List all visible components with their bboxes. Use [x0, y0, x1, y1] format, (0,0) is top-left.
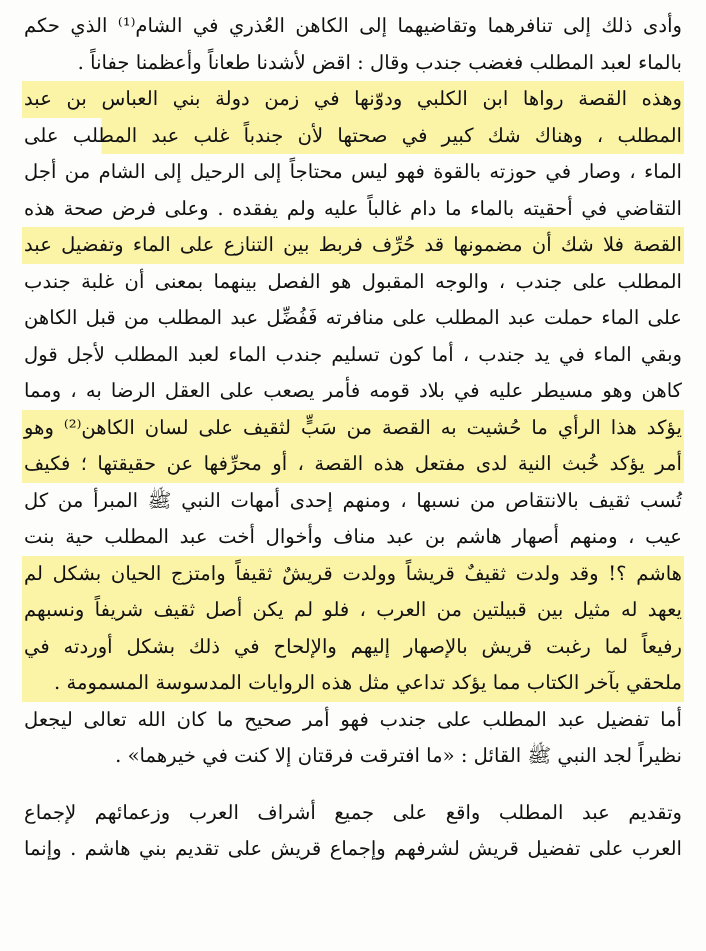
highlighted-line-16: هاشم ؟! وقد ولدت ثقيفٌ قريشاً وولدت قريشٌ ثقيفاً وامتزج الحيان بشكل لم: [22, 556, 684, 593]
text-line-23: العرب على تفضيل قريش لشرفهم وإجماع قريش على تقديم بني هاشم . وإنما: [24, 837, 682, 860]
text-line-14: تُسب ثقيف بالانتقاص من نسبها ، ومنهم إحدى أمهات النبي ﷺ المبرأ من كل: [24, 488, 682, 512]
text-line-5: الماء ، وصار في حوزته بالقوة فهو ليس محتاجاً إلى الرحيل إلى الشام من أجل: [24, 160, 682, 183]
paragraph-1: [22, 8, 684, 775]
highlighted-line-12: يؤكد هذا الرأي ما حُشيت به القصة من سَبٍّ لثقيف على لسان الكاهن⁽²⁾ وهو: [22, 410, 684, 447]
text-line-22: وتقديم عبد المطلب واقع على جميع أشراف العرب وزعمائهم لإجماع: [24, 800, 682, 824]
text-line-6: التقاضي في أحقيته بالماء ما دام غالباً عليه ولم يفقده . وعلى فرض صحة هذه: [24, 196, 682, 220]
text-line-8: المطلب على جندب ، والوجه المقبول هو الفصل بينهما بمعنى أن غلبة جندب: [24, 269, 682, 293]
text-line-2: بالماء لعبد المطلب فغضب جندب وقال : اقض لأشدنا طعاناً وأعظمنا جفاناً .: [77, 50, 682, 74]
highlighted-line-19: ملحقي بآخر الكتاب مما يؤكد تداعي مثل هذه الروايات المدسوسة المسمومة .: [22, 665, 684, 702]
highlighted-line-3: وهذه القصة رواها ابن الكلبي ودوّنها في زمن دولة بني العباس بن عبد: [22, 81, 684, 118]
text-line-1: وأدى ذلك إلى تنافرهما وتقاضيهما إلى الكاهن العُذري في الشام⁽¹⁾ الذي حكم: [24, 14, 682, 37]
text-line-21: نظيراً لجد النبي ﷺ القائل : «ما افترقت فرقتان إلا كنت في خيرهما» .: [115, 744, 682, 767]
text-line-20: أما تفضيل عبد المطلب على جندب فهو أمر صحيح ما كان الله تعالى ليجعل: [24, 707, 682, 731]
highlighted-line-7: القصة فلا شك أن مضمونها قد حُرِّف فربط بين التنازع على الماء وتفضيل عبد: [22, 227, 684, 264]
paragraph-2: [22, 795, 684, 868]
highlighted-line-17: يعهد له مثيل بين قبيلتين من العرب ، فلو لم يكن أصل ثقيف شريفاً ونسبهم: [22, 592, 684, 629]
text-line-11: كاهن وهو مسيطر عليه في بلاد قومه فأمر يصعب على العقل الرضا به ، ومما: [24, 379, 682, 402]
highlighted-line-18: رفيعاً لما رغبت قريش بالإصهار إليهم والإلحاح في ذلك بشكل أوردته في: [22, 629, 684, 666]
highlighted-line-4: المطلب ، وهناك شك كبير في صحتها لأن جندباً غلب عبد المطلب على: [22, 118, 684, 155]
text-line-10: وبقي الماء في يد جندب ، أما كون تسليم جندب الماء لعبد المطلب لأجل قول: [24, 342, 682, 366]
highlighted-line-13: أمر يؤكد خُبث النية لدى مفتعل هذه القصة ، أو محرِّفها عن حقيقتها ؛ فكيف: [22, 446, 684, 483]
text-line-15: عيب ، ومنهم أصهار هاشم بن عبد مناف وأخوال أخت عبد المطلب حية بنت: [24, 525, 682, 548]
text-line-9: على الماء حملت عبد المطلب على منافرته فَفُضِّل عبد المطلب من قبل الكاهن: [24, 306, 682, 329]
paragraph-gap: [22, 775, 684, 795]
